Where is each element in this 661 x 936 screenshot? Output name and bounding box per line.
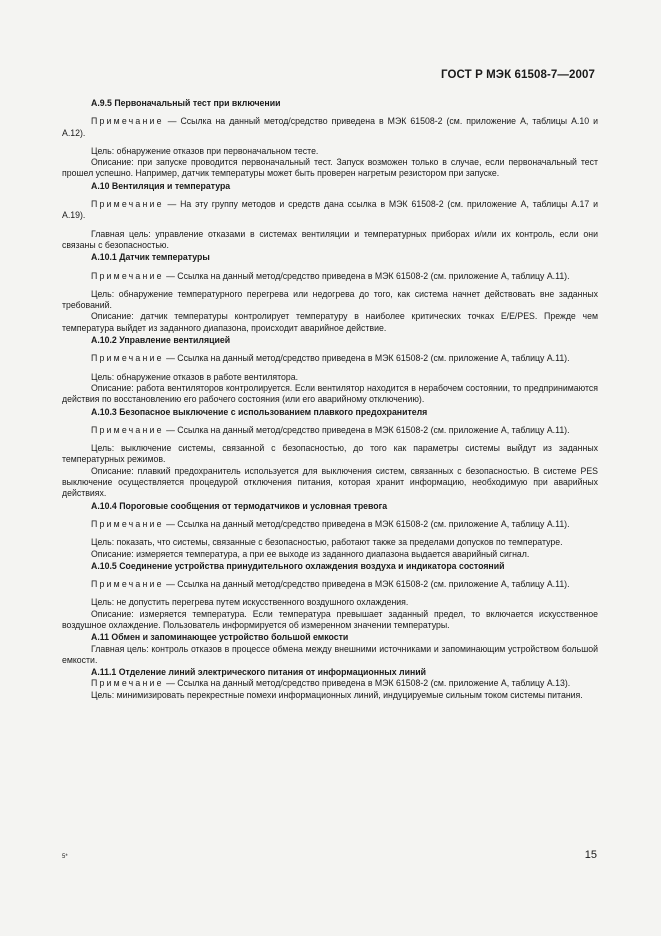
note-text: — Ссылка на данный метод/средство приведена в МЭК 61508-2 (см. приложение А, таблицу А.11). [166, 353, 570, 364]
note-paragraph [62, 678, 598, 689]
note-label: Примечание [91, 199, 164, 210]
section-heading: А.10.2 Управление вентиляцией [91, 335, 231, 346]
note-label: Примечание [91, 353, 164, 364]
note-label: Примечание [91, 270, 164, 281]
section-heading: А.9.5 Первоначальный тест при включении [91, 98, 281, 108]
aim-paragraph: Цель: не допустить перегрева путем искусственного воздушного охлаждения. [91, 597, 409, 608]
aim-paragraph: Главная цель: управление отказами в системах вентиляции и температурных приборах и/или их контроль, если они связаны с безопасностью. [62, 228, 598, 250]
note-text: — Ссылка на данный метод/средство приведена в МЭК 61508-2 (см. приложение А, таблицы А.10 и А.12). [62, 116, 598, 138]
description-paragraph: Описание: работа вентиляторов контролируется. Если вентилятор находится в нерабочем состоянии, то предпринимаются действия по восстановлению его рабочего состояния (или его аварийному отключению). [62, 382, 598, 405]
document-body [62, 98, 598, 701]
note-label: Примечание [91, 579, 164, 590]
note-paragraph [62, 579, 598, 590]
description-paragraph: Описание: при запуске проводится первоначальный тест. Запуск возможен только в случае, если первоначальный тест прошел успешно. Например, датчик температуры может быть проверен нагретым резистором при запуске. [62, 157, 598, 179]
note-paragraph [62, 425, 598, 436]
note-text: — Ссылка на данный метод/средство приведена в МЭК 61508-2 (см. приложение А, таблицу А.11). [166, 270, 570, 281]
aim-paragraph: Цель: обнаружение отказов в работе вентилятора. [91, 371, 299, 382]
description-paragraph: Описание: плавкий предохранитель используется для выключения систем, связанных с безопасностью. В системе PES выключение осуществляется процедурой отключения питания, которая хранит информацию, необходимую при аварийных действиях. [62, 465, 598, 499]
page-number: 15 [584, 849, 597, 861]
section-heading: А.10.1 Датчик температуры [91, 252, 210, 263]
note-paragraph [62, 519, 598, 530]
aim-paragraph: Цель: обнаружение отказов при первоначальном тесте. [91, 145, 319, 156]
aim-paragraph: Цель: показать, что системы, связанные с безопасностью, работают также за пределами допусков по температуре. [91, 537, 563, 548]
note-paragraph [62, 271, 598, 282]
aim-paragraph: Цель: минимизировать перекрестные помехи информационных линий, индуцируемые сильным током системы питания. [91, 689, 583, 700]
note-text: — Ссылка на данный метод/средство приведена в МЭК 61508-2 (см. приложение А, таблицу А.11). [166, 424, 570, 435]
aim-paragraph: Цель: выключение системы, связанной с безопасностью, до того как параметры системы выйдут из заданных температурных режимов. [62, 443, 598, 465]
section-heading: А.11.1 Отделение линий электрического питания от информационных линий [91, 667, 427, 678]
note-label: Примечание [91, 116, 164, 127]
section-heading: А.11 Обмен и запоминающее устройство большой емкости [91, 632, 349, 643]
aim-paragraph: Цель: обнаружение температурного перегрева или недогрева до того, как система начнет действовать вне заданных требований. [62, 288, 598, 311]
description-paragraph: Описание: измеряется температура, а при ее выходе из заданного диапазона выдается аварийный сигнал. [91, 548, 530, 559]
note-text: — Ссылка на данный метод/средство приведена в МЭК 61508-2 (см. приложение А, таблицу А.11). [166, 518, 570, 529]
note-paragraph [62, 353, 598, 364]
note-paragraph [62, 199, 598, 222]
description-paragraph: Описание: датчик температуры контролирует температуру в наиболее критических точках E/E/PES. Прежде чем температура выйдет из заданного диапазона, происходит аварийное действие. [62, 311, 598, 333]
description-paragraph: Описание: измеряется температура. Если температура превышает заданный предел, то включается искусственное воздушное охлаждение. Пользователь информируется об измеренном значении температуры. [62, 608, 598, 630]
section-heading: А.10.5 Соединение устройства принудительного охлаждения воздуха и индикатора состояний [91, 560, 505, 571]
note-text: — Ссылка на данный метод/средство приведена в МЭК 61508-2 (см. приложение А, таблицу А.11). [166, 579, 570, 590]
section-heading: А.10 Вентиляция и температура [91, 180, 231, 191]
standard-header: ГОСТ Р МЭК 61508-7—2007 [441, 69, 595, 81]
note-label: Примечание [91, 518, 164, 529]
section-heading: А.10.3 Безопасное выключение с использованием плавкого предохранителя [91, 406, 428, 417]
note-text: — Ссылка на данный метод/средство приведена в МЭК 61508-2 (см. приложение А, таблицу А.13). [166, 678, 571, 689]
section-heading: А.10.4 Пороговые сообщения от термодатчиков и условная тревога [91, 500, 388, 511]
note-label: Примечание [91, 678, 164, 689]
aim-paragraph: Главная цель: контроль отказов в процессе обмена между внешними источниками и запоминающим устройством большой емкости. [62, 643, 598, 665]
note-text: — На эту группу методов и средств дана ссылка в МЭК 61508-2 (см. приложение А, таблицы А.17 и А.19). [62, 199, 598, 221]
signature-mark: 5* [62, 854, 68, 860]
note-paragraph [62, 116, 598, 139]
note-label: Примечание [91, 424, 164, 435]
